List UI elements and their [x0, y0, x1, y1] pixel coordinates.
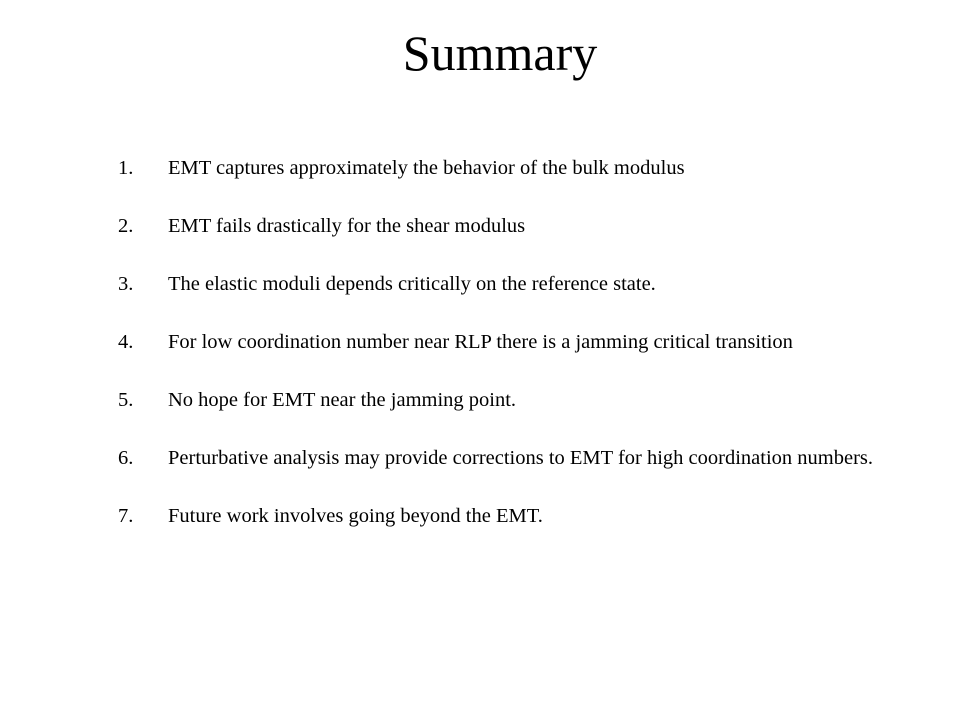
slide-title: Summary	[402, 25, 598, 81]
list-item	[118, 270, 918, 298]
summary-list	[118, 154, 918, 560]
list-item-number: 3.	[118, 273, 134, 295]
list-item-number: 4.	[118, 331, 134, 353]
list-item-text: The elastic moduli depends critically on the reference state.	[168, 273, 656, 295]
list-item-number: 7.	[118, 505, 134, 527]
list-item	[118, 154, 918, 182]
list-item-text: Future work involves going beyond the EMT.	[168, 505, 543, 527]
list-item-text: Perturbative analysis may provide corrections to EMT for high coordination numbers.	[168, 447, 873, 469]
list-item-text: No hope for EMT near the jamming point.	[168, 389, 517, 411]
list-item	[118, 444, 918, 472]
list-item	[118, 502, 918, 530]
list-item	[118, 328, 918, 356]
list-item-text: EMT fails drastically for the shear modulus	[168, 215, 526, 237]
list-item	[118, 212, 918, 240]
list-item	[118, 386, 918, 414]
list-item-number: 1.	[118, 157, 134, 179]
list-item-text: EMT captures approximately the behavior of the bulk modulus	[168, 157, 685, 179]
list-item-number: 5.	[118, 389, 134, 411]
list-item-text: For low coordination number near RLP there is a jamming critical transition	[168, 331, 793, 353]
list-item-number: 2.	[118, 215, 134, 237]
list-item-number: 6.	[118, 447, 134, 469]
